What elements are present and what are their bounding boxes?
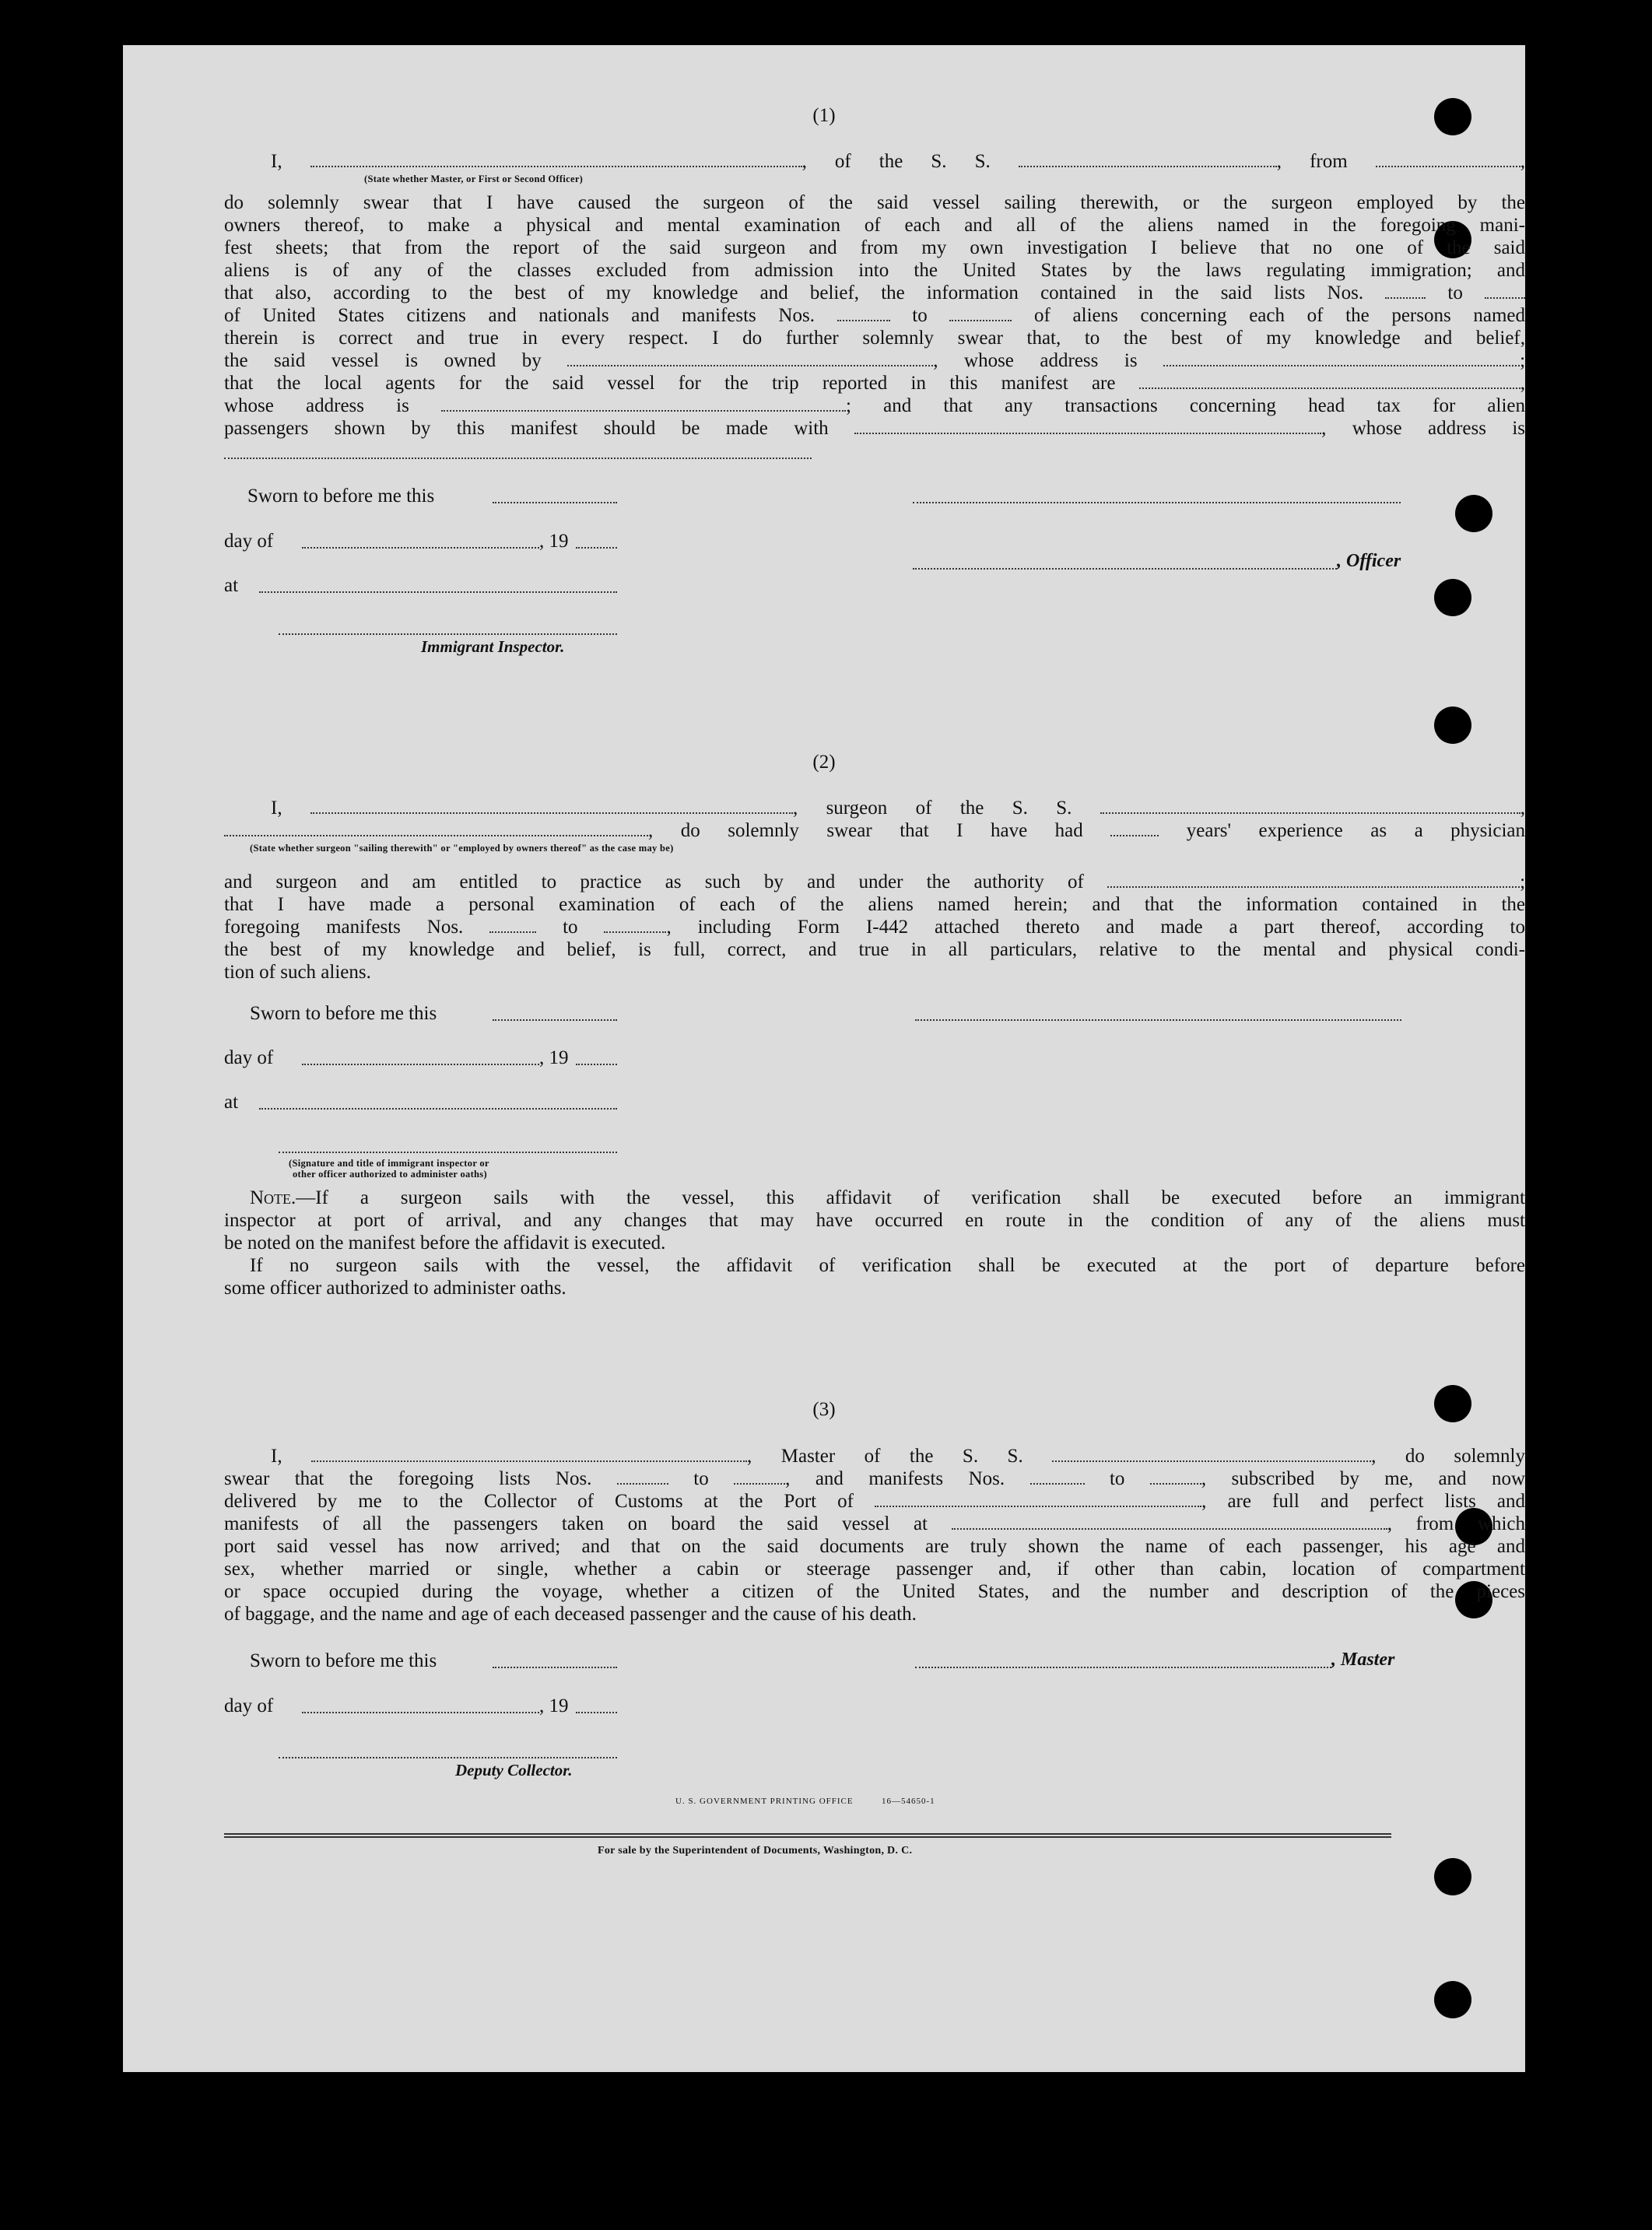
section-1-body-line: fest sheets; that from the report of the said surgeon and from my own investigation I believe that no one of the said — [224, 237, 1525, 258]
sworn-label: Sworn to before me this — [247, 486, 435, 507]
head-tax-contact-field[interactable] — [854, 419, 1321, 434]
note-label: Note. — [250, 1187, 296, 1208]
printing-office-imprint: U. S. GOVERNMENT PRINTING OFFICE — [675, 1797, 854, 1806]
section-3-line-4: manifests of all the passengers taken on board the said vessel at , from which — [224, 1513, 1525, 1534]
surgeon-signature-field[interactable] — [915, 1019, 1401, 1021]
sworn-label: Sworn to before me this — [250, 1003, 437, 1024]
place-field[interactable] — [259, 1108, 617, 1110]
surgeon-status-field[interactable] — [224, 821, 648, 836]
note-line: inspector at port of arrival, and any changes that may have occurred en route in the condition of any of the aliens must — [224, 1210, 1525, 1231]
binder-hole — [1434, 707, 1471, 744]
manifests-from-field[interactable] — [1030, 1469, 1085, 1485]
surgeon-vessel-field[interactable] — [1100, 798, 1520, 814]
officer-label: , Officer — [1337, 551, 1401, 571]
boarding-port-field[interactable] — [952, 1514, 1387, 1530]
signature-caption: (Signature and title of immigrant inspector or — [289, 1158, 489, 1169]
at-label: at — [224, 1092, 239, 1113]
section-1-line-10: that the local agents for the said vessel for the trip reported in this manifest are , — [224, 373, 1526, 394]
year-label: , 19 — [539, 1695, 569, 1716]
section-1-body-line: aliens is of any of the classes excluded from admission into the United States by the laws regulating immigration; and — [224, 260, 1525, 281]
footer-rule — [224, 1836, 1391, 1838]
section-2-line-3: and surgeon and am entitled to practice as such by and under the authority of ; — [224, 871, 1526, 892]
lists-from-field[interactable] — [617, 1469, 668, 1485]
section-1-line-12: passengers shown by this manifest should be made with , whose address is — [224, 418, 1525, 439]
vessel-owner-field[interactable] — [567, 351, 933, 366]
officer-signature-field[interactable] — [913, 568, 1337, 570]
alien-manifest-from-field[interactable] — [837, 306, 890, 321]
section-3-line-2: swear that the foregoing lists Nos. to , and manifests Nos. to , subscribed by me, and now — [224, 1468, 1526, 1489]
vessel-name-field[interactable] — [1019, 152, 1277, 167]
master-signature-field[interactable] — [915, 1667, 1331, 1668]
manifests-to-field[interactable] — [1150, 1469, 1201, 1485]
footer-rule — [224, 1833, 1391, 1835]
section-2-line-7: tion of such aliens. — [224, 962, 371, 983]
year-label: , 19 — [539, 531, 569, 552]
section-1-line-8: therein is correct and true in every respect. I do further solemnly swear that, to the best of my knowledge and belief, — [224, 328, 1525, 349]
lists-to-field[interactable] — [734, 1469, 785, 1485]
section-3-body-line: or space occupied during the voyage, whether a citizen of the United States, and the number and description of the pieces — [224, 1581, 1525, 1602]
master-vessel-field[interactable] — [1052, 1446, 1371, 1462]
sworn-label: Sworn to before me this — [250, 1650, 437, 1671]
owner-address-field[interactable] — [1163, 351, 1520, 366]
section-1-line-7: of United States citizens and nationals and manifests Nos. to of aliens concerning each of the persons named — [224, 305, 1525, 326]
head-tax-address-field[interactable] — [224, 458, 812, 459]
note-line: Note.—If a surgeon sails with the vessel, this affidavit of verification shall be executed before an immigrant — [250, 1187, 1525, 1208]
master-name-field[interactable] — [310, 152, 802, 167]
sale-note: For sale by the Superintendent of Documents, Washington, D. C. — [598, 1845, 913, 1857]
section-1-body-line: do solemnly swear that I have caused the surgeon of the said vessel sailing therewith, or the surgeon employed by the — [224, 192, 1525, 213]
section-3-body-line: port said vessel has now arrived; and that on the said documents are truly shown the name of each passenger, his age and — [224, 1536, 1525, 1557]
note-line: If no surgeon sails with the vessel, the affidavit of verification shall be executed at the port of departure before — [250, 1255, 1525, 1276]
month-field[interactable] — [302, 1712, 539, 1713]
section-2-line-4: that I have made a personal examination of each of the aliens named herein; and that the information contained in the — [224, 894, 1525, 915]
section-2-line-2: , do solemnly swear that I have had years' experience as a physician — [224, 819, 1525, 842]
day-of-label: day of — [224, 1695, 274, 1716]
form-sheet — [123, 45, 1525, 2072]
officer-signature-top-line[interactable] — [913, 502, 1401, 503]
section-1-line-1: I, , of the S. S. , from , — [271, 151, 1525, 172]
citizen-list-to-field[interactable] — [1485, 283, 1525, 299]
section-1-number: (1) — [812, 105, 836, 126]
sworn-day-field[interactable] — [493, 1667, 617, 1668]
sworn-day-field[interactable] — [493, 502, 617, 503]
authority-field[interactable] — [1107, 872, 1520, 888]
signature-caption: other officer authorized to administer oaths) — [293, 1169, 487, 1180]
binder-hole — [1455, 495, 1492, 532]
section-1-line-9: the said vessel is owned by , whose address is ; — [224, 350, 1526, 371]
month-field[interactable] — [302, 547, 539, 549]
binder-hole — [1434, 579, 1471, 616]
year-field[interactable] — [576, 1712, 617, 1713]
section-2-line-6: the best of my knowledge and belief, is full, correct, and true in all particulars, relative to the mental and physical condi- — [224, 939, 1525, 960]
citizen-list-from-field[interactable] — [1385, 283, 1426, 299]
master-name-field[interactable] — [311, 1446, 747, 1462]
binder-hole — [1434, 1981, 1471, 2018]
surgeon-name-field[interactable] — [310, 798, 793, 814]
section-1-line-11: whose address is ; and that any transactions concerning head tax for alien — [224, 395, 1526, 416]
sworn-day-field[interactable] — [493, 1019, 617, 1021]
local-agents-field[interactable] — [1139, 373, 1520, 389]
day-of-label: day of — [224, 531, 274, 552]
section-1-body-line: owners thereof, to make a physical and mental examination of each and all of the aliens named in the foregoing mani- — [224, 215, 1525, 236]
at-label: at — [224, 575, 239, 596]
section-3-body-line: of baggage, and the name and age of each deceased passenger and the cause of his death. — [224, 1604, 917, 1625]
month-field[interactable] — [302, 1064, 539, 1065]
customs-port-field[interactable] — [875, 1492, 1201, 1507]
section-3-body-line: sex, whether married or single, whether a cabin or steerage passenger and, if other than cabin, location of compartment — [224, 1559, 1525, 1580]
surgeon-manifest-from-field[interactable] — [489, 917, 536, 933]
section-3-line-1: I, , Master of the S. S. , do solemnly — [271, 1446, 1526, 1467]
surgeon-status-caption: (State whether surgeon "sailing therewith" or "employed by owners thereof" as the case may be) — [250, 843, 674, 854]
collector-label: Deputy Collector. — [455, 1761, 573, 1779]
section-2-number: (2) — [812, 752, 836, 773]
year-label: , 19 — [539, 1047, 569, 1068]
collector-signature-field[interactable] — [279, 1757, 617, 1758]
year-field[interactable] — [576, 1064, 617, 1065]
day-of-label: day of — [224, 1047, 274, 1068]
section-3-number: (3) — [812, 1399, 836, 1420]
agents-address-field[interactable] — [441, 396, 846, 412]
section-1-line-6: that also, according to the best of my knowledge and belief, the information contained in the said lists Nos. to — [224, 282, 1525, 304]
master-label: , Master — [1331, 1650, 1395, 1670]
alien-manifest-to-field[interactable] — [949, 306, 1012, 321]
inspector-label: Immigrant Inspector. — [421, 637, 565, 656]
binder-hole — [1434, 1858, 1471, 1895]
administering-officer-signature-field[interactable] — [279, 1152, 617, 1153]
form-code: 16—54650-1 — [882, 1797, 935, 1806]
officer-rank-caption: (State whether Master, or First or Second Officer) — [364, 174, 584, 184]
departure-port-field[interactable] — [1376, 152, 1520, 167]
inspector-signature-field[interactable] — [279, 633, 617, 635]
section-3-line-3: delivered by me to the Collector of Customs at the Port of , are full and perfect lists and — [224, 1491, 1526, 1512]
surgeon-manifest-to-field[interactable] — [604, 917, 666, 933]
section-2-line-1: I, , surgeon of the S. S. , — [271, 798, 1526, 819]
years-experience-field[interactable] — [1110, 821, 1159, 836]
section-2-line-5: foregoing manifests Nos. to , including Form I-442 attached thereto and made a part thereof, according to — [224, 917, 1526, 938]
year-field[interactable] — [576, 547, 617, 549]
place-field[interactable] — [259, 591, 617, 593]
note-line: be noted on the manifest before the affidavit is executed. — [224, 1232, 666, 1253]
note-line: some officer authorized to administer oaths. — [224, 1278, 566, 1299]
